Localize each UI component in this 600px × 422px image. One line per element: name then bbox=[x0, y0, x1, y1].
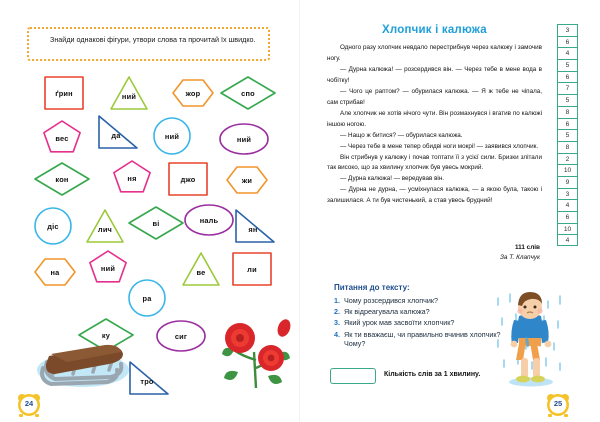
line-count-ladder bbox=[557, 24, 578, 246]
question-item bbox=[327, 330, 517, 349]
line-count-cell: 4 bbox=[557, 234, 578, 246]
shape-word-label: сиг bbox=[174, 331, 188, 341]
shape-word-pentagon-9[interactable] bbox=[112, 160, 152, 196]
shape-word-circle-12[interactable] bbox=[34, 207, 72, 245]
shape-word-diamond-14[interactable] bbox=[128, 206, 184, 240]
word-count-box-label: Кількість слів за 1 хвилину. bbox=[384, 371, 481, 378]
instruction-text: Знайди однакові фігури, утвори слова та прочитай їх швидко. bbox=[50, 35, 256, 44]
page-number-right-text: 25 bbox=[553, 399, 563, 408]
shape-word-label: ві bbox=[152, 218, 160, 228]
shape-word-label: ґрин bbox=[55, 88, 73, 98]
shape-word-label: ве bbox=[196, 268, 206, 277]
line-count-cell: 4 bbox=[557, 199, 578, 211]
question-number: 2. bbox=[334, 307, 340, 317]
story-paragraph: — Чого це раптом? — обурилася калюжа. — Я ж тебе не чіпала, сам стрибав! bbox=[327, 87, 542, 106]
shape-word-label: кон bbox=[55, 174, 69, 184]
rose-illustration bbox=[216, 310, 296, 390]
author-text: За Т. Клапчук bbox=[499, 253, 540, 261]
shape-word-label: вес bbox=[55, 133, 69, 143]
line-count-cell: 6 bbox=[557, 36, 578, 48]
line-count-cell: 10 bbox=[557, 164, 578, 176]
story-paragraph: — Нащо ж битися? — обурилася калюжа. bbox=[340, 131, 463, 139]
story-title: Хлопчик і калюжа bbox=[382, 24, 487, 36]
line-count-cell: 3 bbox=[557, 188, 578, 200]
shape-word-label: жи bbox=[241, 175, 253, 185]
story-paragraph: — Дурна калюжа! — вередував він. bbox=[340, 175, 445, 183]
shape-word-ellipse-7[interactable] bbox=[219, 123, 269, 155]
shape-word-right-triangle-5[interactable] bbox=[97, 114, 139, 150]
shape-word-label: тро bbox=[140, 376, 154, 386]
shape-word-label: ний bbox=[164, 131, 180, 141]
boy-in-rain-illustration bbox=[492, 292, 570, 388]
shape-word-right-triangle-24[interactable] bbox=[128, 360, 170, 396]
shape-word-label: ку bbox=[101, 330, 111, 340]
shape-word-triangle-13[interactable] bbox=[86, 209, 124, 243]
questions-title: Питання до тексту: bbox=[334, 283, 410, 292]
question-number: 1. bbox=[334, 296, 340, 305]
line-count-cell: 6 bbox=[557, 71, 578, 83]
shape-word-label: джо bbox=[180, 174, 196, 184]
story-paragraph: — Через тебе в мене тепер обидві ноги мокрі! — заявився хлопчик. bbox=[340, 142, 539, 150]
shape-word-circle-6[interactable] bbox=[153, 117, 191, 155]
shape-word-diamond-8[interactable] bbox=[34, 162, 90, 196]
question-text: Як ти вважаєш, чи правильно вчинив хлопчик? Чому? bbox=[344, 329, 501, 349]
story-paragraph: Він стрибнув у калюжу і почав топтати її з усієї сили. Бризки злітали так високо, що за хвилину хлопчик був увесь мокрий. bbox=[327, 153, 542, 172]
question-item bbox=[327, 307, 517, 317]
shape-word-label: ли bbox=[247, 264, 257, 274]
shape-word-label: лич bbox=[97, 225, 113, 234]
line-count-cell: 2 bbox=[557, 153, 578, 165]
question-item bbox=[327, 296, 517, 306]
sled-illustration bbox=[33, 334, 129, 392]
page-number-right bbox=[543, 391, 573, 417]
line-count-cell: 10 bbox=[557, 223, 578, 235]
line-count-cell: 5 bbox=[557, 94, 578, 106]
shape-word-label: ня bbox=[127, 173, 137, 183]
shape-word-ellipse-15[interactable] bbox=[184, 204, 234, 236]
shape-word-label: жор bbox=[185, 88, 201, 98]
line-count-cell: 5 bbox=[557, 59, 578, 71]
line-count-cell: 8 bbox=[557, 106, 578, 118]
story-paragraph: Одного разу хлопчик невдало перестрибнув через калюжу і замочив ногу. bbox=[327, 44, 542, 62]
shape-word-circle-21[interactable] bbox=[128, 279, 166, 317]
line-count-cell: 4 bbox=[557, 47, 578, 59]
shape-word-hexagon-11[interactable] bbox=[226, 164, 268, 196]
shape-word-label: ний bbox=[100, 263, 116, 273]
page-number-left-text: 24 bbox=[24, 399, 34, 408]
question-number: 4. bbox=[334, 329, 340, 339]
questions-list bbox=[327, 296, 517, 351]
line-count-cell: 6 bbox=[557, 118, 578, 130]
shape-word-hexagon-2[interactable] bbox=[172, 77, 214, 109]
page-number-left bbox=[14, 391, 44, 417]
shape-word-label: да bbox=[111, 130, 121, 140]
shape-word-hexagon-17[interactable] bbox=[34, 256, 76, 288]
shape-word-label: ра bbox=[142, 293, 152, 303]
word-count-text: 111 слів bbox=[514, 244, 540, 251]
shape-word-label: спо bbox=[241, 88, 255, 98]
shape-word-label: наль bbox=[199, 215, 219, 225]
shape-word-square-0[interactable] bbox=[44, 76, 84, 110]
shape-word-right-triangle-16[interactable] bbox=[234, 208, 276, 244]
line-count-cell: 6 bbox=[557, 211, 578, 223]
line-count-cell: 7 bbox=[557, 82, 578, 94]
shape-word-ellipse-23[interactable] bbox=[156, 320, 206, 352]
line-count-cell: 8 bbox=[557, 141, 578, 153]
question-item bbox=[327, 318, 517, 328]
story-text bbox=[327, 43, 542, 207]
shape-word-label: на bbox=[50, 267, 60, 277]
word-count-input-box[interactable] bbox=[330, 368, 376, 384]
shape-word-label: діс bbox=[47, 221, 59, 231]
question-text: Як відреагувала калюжа? bbox=[344, 307, 430, 317]
instruction-box bbox=[27, 27, 270, 61]
question-text: Який урок мав засвоїти хлопчик? bbox=[344, 318, 455, 328]
story-paragraph: Але хлопчик не хотів нічого чути. Він розмахнувся і вгатив по калюжі іншою ногою. bbox=[327, 109, 542, 128]
question-text: Чому розсердився хлопчик? bbox=[344, 296, 439, 305]
line-count-cell: 9 bbox=[557, 176, 578, 188]
line-count-cell: 5 bbox=[557, 129, 578, 141]
shape-word-diamond-3[interactable] bbox=[220, 76, 276, 110]
question-number: 3. bbox=[334, 318, 340, 328]
shape-word-pentagon-18[interactable] bbox=[88, 250, 128, 286]
shape-word-square-20[interactable] bbox=[232, 252, 272, 286]
line-count-cell: 3 bbox=[557, 24, 578, 36]
story-credit bbox=[430, 243, 540, 262]
shape-word-label: ний bbox=[121, 92, 137, 101]
shape-word-square-10[interactable] bbox=[168, 162, 208, 196]
shape-word-triangle-19[interactable] bbox=[182, 252, 220, 286]
shape-word-pentagon-4[interactable] bbox=[42, 120, 82, 156]
story-paragraph: — Дурна калюжа! — розсердився він. — Через тебе в мене вода в чобітку! bbox=[327, 65, 542, 84]
story-paragraph: — Дурна не дурна, — усміхнулася калюжа, — а якою була, такою і залишилася. А ти був чистенький, а став увесь брудний! bbox=[327, 186, 542, 205]
shape-word-label: ян bbox=[248, 224, 258, 234]
shape-word-triangle-1[interactable] bbox=[110, 76, 148, 110]
shape-word-label: ний bbox=[236, 134, 252, 144]
